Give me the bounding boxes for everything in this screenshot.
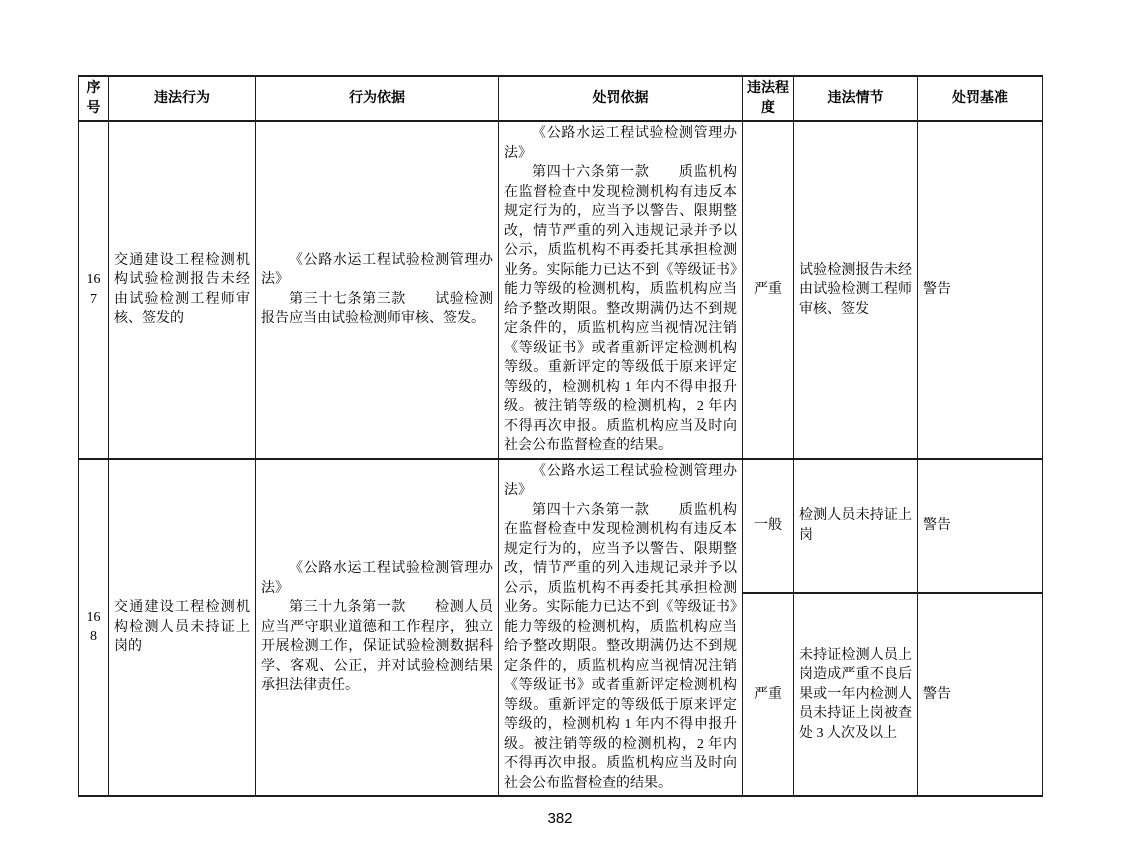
basis-cell [256, 121, 499, 459]
circumstance-cell: 检测人员未持证上岗 [794, 459, 918, 593]
penalty-basis-paragraph: 《公路水运工程试验检测管理办法》 [504, 126, 737, 161]
column-header-behavior: 违法行为 [109, 76, 256, 121]
penalty-basis-paragraph: 第四十六条第一款 质监机构在监督检查中发现检测机构有违反本规定行为的，应当予以警告、限期整改，情节严重的列入违规记录并予以公示，质监机构不再委托其承担检测业务。实际能力已达不到《等级证书》能力等级的检测机构，质监机构应当给予整改期限。整改期满仍达不到规定条件的，质监机构应当视情况注销《等级证书》或者重新评定检测机构等级。重新评定的等级低于原来评定等级的，检测机构 1 年内不得申报升级。被注销等级的检测机构，2 年内不得再次申报。质监机构应当及时向社会公布监督检查的结果。 [504, 165, 737, 453]
table-row-167 [79, 121, 1043, 459]
column-header-penalty: 处罚基准 [918, 76, 1043, 121]
penalty-basis-cell [499, 459, 743, 797]
regulation-penalty-table [78, 75, 1043, 797]
degree-cell: 严重 [743, 121, 794, 459]
page-number: 382 [547, 810, 573, 827]
basis-paragraph: 第三十九条第一款 检测人员应当严守职业道德和工作程序，独立开展检测工作，保证试验检测数据科学、客观、公正，并对试验检测结果承担法律责任。 [261, 600, 493, 693]
header-row [79, 76, 1043, 121]
degree-cell: 一般 [743, 459, 794, 593]
basis-paragraph: 第三十七条第三款 试验检测报告应当由试验检测师审核、签发。 [261, 291, 493, 327]
basis-paragraph: 《公路水运工程试验检测管理办法》 [261, 252, 493, 288]
penalty-basis-paragraph: 第四十六条第一款 质监机构在监督检查中发现检测机构有违反本规定行为的，应当予以警告、限期整改，情节严重的列入违规记录并予以公示，质监机构不再委托其承担检测业务。实际能力已达不到《等级证书》能力等级的检测机构，质监机构应当给予整改期限。整改期满仍达不到规定条件的，质监机构应当视情况注销《等级证书》或者重新评定检测机构等级。重新评定的等级低于原来评定等级的，检测机构 1 年内不得申报升级。被注销等级的检测机构，2 年内不得再次申报。质监机构应当及时向社会公布监督检查的结果。 [504, 502, 737, 791]
behavior-cell: 交通建设工程检测机构试验检测报告未经由试验检测工程师审核、签发的 [109, 121, 256, 459]
column-header-basis: 行为依据 [256, 76, 499, 121]
behavior-cell: 交通建设工程检测机构检测人员未持证上岗的 [109, 459, 256, 797]
basis-cell [256, 459, 499, 797]
table-body [79, 121, 1043, 796]
seq-cell: 168 [79, 459, 109, 797]
column-header-circumstance: 违法情节 [794, 76, 918, 121]
column-header-penalty-basis: 处罚依据 [499, 76, 743, 121]
penalty-cell: 警告 [918, 593, 1043, 796]
column-header-seq: 序号 [79, 76, 109, 121]
circumstance-cell: 未持证检测人员上岗造成严重不良后果或一年内检测人员未持证上岗被查处 3 人次及以上 [794, 593, 918, 796]
circumstance-cell: 试验检测报告未经由试验检测工程师审核、签发 [794, 121, 918, 459]
penalty-cell: 警告 [918, 121, 1043, 459]
seq-cell: 167 [79, 121, 109, 459]
table-header [79, 76, 1043, 121]
basis-paragraph: 《公路水运工程试验检测管理办法》 [261, 561, 493, 596]
document-page [0, 75, 1122, 868]
table-row-168 [79, 459, 1043, 593]
penalty-basis-paragraph: 《公路水运工程试验检测管理办法》 [504, 463, 737, 498]
degree-cell: 严重 [743, 593, 794, 796]
penalty-basis-cell [499, 121, 743, 459]
column-header-degree: 违法程度 [743, 76, 794, 121]
penalty-cell: 警告 [918, 459, 1043, 593]
